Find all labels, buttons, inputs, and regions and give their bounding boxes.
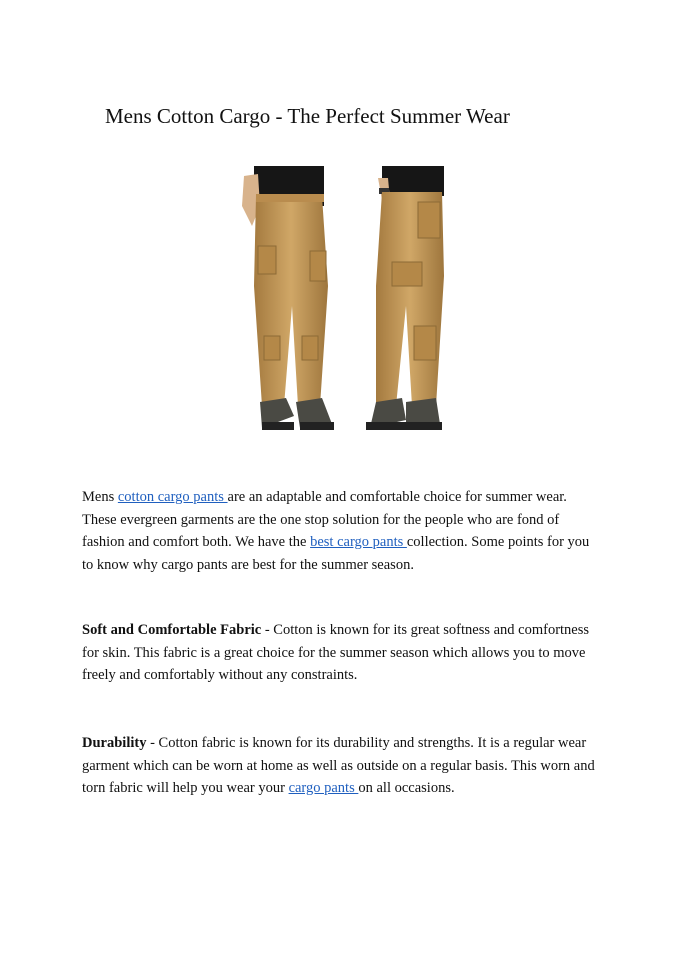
durability-heading: Durability <box>82 735 147 751</box>
intro-text-middle: are an adaptable and comfortable choice for summer wear. These evergreen garments are the one stop solution for the people who are fond of fashion and comfort both. We have the <box>82 489 567 550</box>
cotton-cargo-pants-link[interactable]: cotton cargo pants <box>117 489 228 505</box>
durability-body-end: on all occasions. <box>358 780 455 796</box>
front-view-figure <box>242 166 334 430</box>
fabric-paragraph <box>82 619 602 687</box>
intro-paragraph <box>82 486 602 576</box>
cargo-pants-photo <box>236 166 446 438</box>
intro-text-start: Mens <box>82 489 118 505</box>
durability-body: - Cotton fabric is known for its durability and strengths. It is a regular wear garment which can be worn at home as well as outside on a regular basis. This worn and torn fabric will help you wear your <box>82 735 595 796</box>
fabric-heading: Soft and Comfortable Fabric <box>82 622 262 638</box>
durability-paragraph <box>82 732 602 800</box>
fabric-body: - Cotton is known for its great softness and comfortness for skin. This fabric is a great choice for the summer season which allows you to move freely and comfortably without any constraints. <box>82 622 590 683</box>
intro-text-end: collection. Some points for you to know why cargo pants are best for the summer season. <box>82 534 590 573</box>
page-title: Mens Cotton Cargo - The Perfect Summer Wear <box>105 104 510 128</box>
best-cargo-pants-link[interactable]: best cargo pants <box>310 534 407 550</box>
side-view-figure <box>366 166 444 430</box>
cargo-pants-link[interactable]: cargo pants <box>288 780 359 796</box>
